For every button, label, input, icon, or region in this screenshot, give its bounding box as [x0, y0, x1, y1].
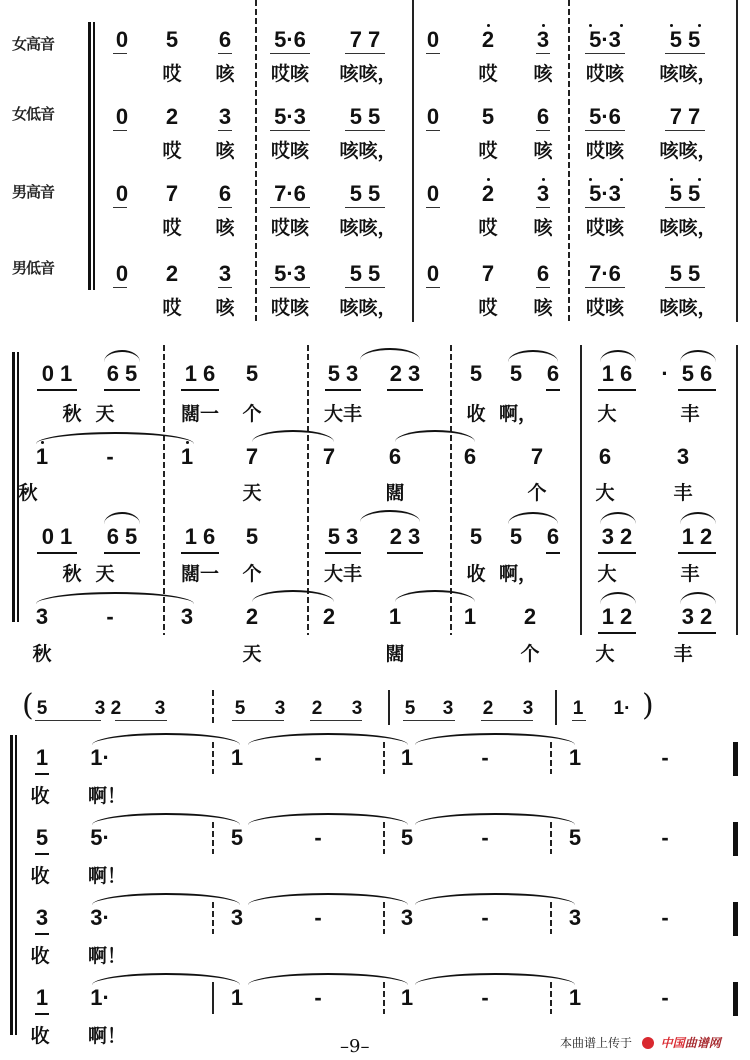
lyric: 丰 — [673, 482, 693, 504]
note: 5·6 — [274, 27, 306, 52]
note: 0 — [426, 27, 440, 52]
note: 0 — [426, 261, 440, 286]
note: - — [314, 825, 322, 850]
note: 5 — [481, 104, 495, 129]
lyric: 咳咳， — [659, 297, 717, 319]
dot: · — [661, 361, 669, 386]
note: 2 — [481, 27, 495, 52]
lyric: 咳 — [533, 217, 553, 239]
watermark — [560, 1034, 721, 1051]
note: 3 — [522, 698, 534, 719]
note: 6 — [388, 444, 402, 469]
barline — [212, 690, 214, 725]
note: 3 — [35, 604, 49, 629]
note: - — [481, 905, 489, 930]
note: 3· — [90, 905, 110, 930]
note: 5· — [90, 825, 110, 850]
note: 3 — [568, 905, 582, 930]
note: 7·6 — [589, 261, 621, 286]
note: 5·3 — [274, 104, 306, 129]
lyric: 咳 — [533, 140, 553, 162]
lyric: 闊 — [385, 482, 405, 504]
note: - — [314, 745, 322, 770]
open-paren: ( — [22, 688, 34, 723]
lyric: 收 — [30, 785, 50, 807]
note: 7 7 — [669, 104, 701, 129]
note: 3 — [154, 698, 166, 719]
part-label-soprano: 女高音 — [12, 35, 55, 53]
note: 1· — [613, 698, 631, 719]
part-label-bass: 男低音 — [12, 259, 55, 277]
note: 3 — [274, 698, 286, 719]
note: 3 — [536, 27, 550, 52]
note: 2 — [482, 698, 494, 719]
barline — [255, 0, 257, 322]
lyric: 天 — [95, 403, 115, 425]
lyric: 哎咳 — [270, 297, 309, 319]
note: 1 — [230, 745, 244, 770]
lyric: 咳咳， — [339, 140, 397, 162]
note: 3 2 — [601, 524, 633, 549]
note: 5 — [245, 361, 259, 386]
note: 1 — [400, 745, 414, 770]
lyric: 收 — [30, 1025, 50, 1047]
lyric: 哎 — [478, 140, 498, 162]
note: 3 — [35, 905, 49, 930]
lyric: 啊！ — [87, 945, 126, 967]
note: 2 3 — [389, 524, 421, 549]
note: 7 — [530, 444, 544, 469]
note: 6 — [463, 444, 477, 469]
note: 6 — [218, 181, 232, 206]
note: - — [481, 745, 489, 770]
note: 2 — [523, 604, 537, 629]
lyric: 哎咳 — [585, 297, 624, 319]
note: 5 — [36, 698, 48, 719]
note: 5 — [469, 524, 483, 549]
note: 1 — [35, 444, 49, 469]
lyric: 咳 — [533, 297, 553, 319]
lyric: 咳 — [215, 63, 235, 85]
note: 0 — [115, 261, 129, 286]
note: 6 — [536, 104, 550, 129]
note: 1· — [90, 985, 110, 1010]
note: 1 2 — [601, 604, 633, 629]
note: 1 6 — [184, 524, 216, 549]
note: 5 — [469, 361, 483, 386]
note: 3 2 — [94, 698, 122, 719]
lyric: 哎咳 — [585, 140, 624, 162]
lyric: 收 — [30, 865, 50, 887]
lyric: 咳 — [533, 63, 553, 85]
note: 1 2 — [681, 524, 713, 549]
site-logo-icon — [642, 1037, 654, 1049]
lyric: 大 — [595, 482, 615, 504]
lyric: 大丰 — [323, 403, 362, 425]
note: 1 — [35, 985, 49, 1010]
lyric: 哎咳 — [585, 217, 624, 239]
note: 5 — [400, 825, 414, 850]
lyric: 闊一 — [180, 403, 219, 425]
note: 2 — [245, 604, 259, 629]
note: - — [661, 825, 669, 850]
note: 2 — [481, 181, 495, 206]
note: 1 — [35, 745, 49, 770]
note: 6 — [218, 27, 232, 52]
note: 3 — [180, 604, 194, 629]
note: 2 3 — [389, 361, 421, 386]
note: 6 5 — [106, 524, 138, 549]
barline — [388, 690, 390, 725]
lyric: 个 — [242, 563, 262, 585]
lyric: 秋 — [18, 482, 38, 504]
note: 5 5 — [669, 261, 701, 286]
note: 3 — [400, 905, 414, 930]
note: 5 6 — [681, 361, 713, 386]
note: 5·3 — [589, 27, 621, 52]
lyric: 大 — [595, 643, 615, 665]
lyric: 咳咳， — [339, 63, 397, 85]
note: - — [106, 604, 114, 629]
barline — [736, 345, 738, 635]
lyric: 啊！ — [87, 785, 126, 807]
lyric: 闊 — [385, 643, 405, 665]
note: 5 — [234, 698, 246, 719]
note: 5 — [245, 524, 259, 549]
note: 6 5 — [106, 361, 138, 386]
lyric: 大丰 — [323, 563, 362, 585]
note: 1 — [568, 745, 582, 770]
note: 3 — [218, 261, 232, 286]
note: 3 — [442, 698, 454, 719]
lyric: 秋 — [62, 563, 82, 585]
note: - — [661, 985, 669, 1010]
barline — [163, 345, 165, 635]
note: 0 — [115, 181, 129, 206]
lyric: 哎咳 — [270, 63, 309, 85]
note: 1 — [180, 444, 194, 469]
note: 5 5 — [349, 181, 381, 206]
watermark-brand-2: 曲谱网 — [684, 1036, 721, 1050]
lyric: 哎 — [162, 63, 182, 85]
lyric: 收 — [30, 945, 50, 967]
lyric: 咳咳， — [339, 217, 397, 239]
system-brace-inner — [93, 22, 95, 290]
note: 7 — [322, 444, 336, 469]
note: 0 1 — [41, 524, 73, 549]
note: 5 — [404, 698, 416, 719]
note: 6 — [546, 361, 560, 386]
lyric: 个 — [527, 482, 547, 504]
note: 0 — [426, 104, 440, 129]
part-label-alto: 女低音 — [12, 105, 55, 123]
lyric: 大 — [597, 403, 617, 425]
note: 5 3 — [327, 524, 359, 549]
lyric: 哎 — [478, 297, 498, 319]
lyric: 天 — [242, 482, 262, 504]
note: 6 — [598, 444, 612, 469]
lyric: 秋 — [62, 403, 82, 425]
note: 5·3 — [274, 261, 306, 286]
note: 1 — [400, 985, 414, 1010]
note: 5 5 — [669, 27, 701, 52]
note: 5 5 — [349, 104, 381, 129]
note: 3 — [230, 905, 244, 930]
note: 5 — [568, 825, 582, 850]
lyric: 收 — [466, 403, 486, 425]
note: 5·3 — [589, 181, 621, 206]
note: - — [661, 745, 669, 770]
note: 0 — [426, 181, 440, 206]
note: 7 — [481, 261, 495, 286]
note: 0 1 — [41, 361, 73, 386]
note: 5·6 — [589, 104, 621, 129]
note: 6 — [546, 524, 560, 549]
note: - — [481, 825, 489, 850]
lyric: 秋 — [32, 643, 52, 665]
note: - — [106, 444, 114, 469]
note: 1 — [568, 985, 582, 1010]
lyric: 天 — [242, 643, 262, 665]
note: 7 7 — [349, 27, 381, 52]
note: 1 — [572, 698, 584, 719]
note: 3 2 — [681, 604, 713, 629]
page-number: –9– — [340, 1036, 370, 1057]
lyric: 咳 — [215, 140, 235, 162]
note: - — [314, 985, 322, 1010]
lyric: 咳 — [215, 297, 235, 319]
note: 3 — [676, 444, 690, 469]
note: 1 6 — [184, 361, 216, 386]
lyric: 大 — [597, 563, 617, 585]
lyric: 个 — [242, 403, 262, 425]
lyric: 哎 — [162, 140, 182, 162]
note: 3 — [536, 181, 550, 206]
watermark-brand-1: 中国 — [660, 1036, 685, 1050]
note: 5 5 — [669, 181, 701, 206]
lyric: 丰 — [680, 563, 700, 585]
note: 0 — [115, 27, 129, 52]
lyric: 个 — [520, 643, 540, 665]
lyric: 天 — [95, 563, 115, 585]
note: 1 — [463, 604, 477, 629]
note: 1· — [90, 745, 110, 770]
note: 7·6 — [274, 181, 306, 206]
lyric: 咳咳， — [659, 217, 717, 239]
note: 5 — [509, 524, 523, 549]
lyric: 闊一 — [180, 563, 219, 585]
note: - — [481, 985, 489, 1010]
lyric: 哎 — [478, 217, 498, 239]
lyric: 哎咳 — [585, 63, 624, 85]
note: 6 — [536, 261, 550, 286]
lyric: 哎 — [478, 63, 498, 85]
note: 1 — [230, 985, 244, 1010]
lyric: 哎咳 — [270, 140, 309, 162]
note: 5 — [35, 825, 49, 850]
lyric: 啊， — [498, 403, 537, 425]
note: - — [661, 905, 669, 930]
lyric: 咳咳， — [659, 63, 717, 85]
note: 5 3 — [327, 361, 359, 386]
note: 3 — [218, 104, 232, 129]
system-brace — [88, 22, 91, 290]
lyric: 哎 — [162, 217, 182, 239]
note: 7 — [165, 181, 179, 206]
barline — [555, 690, 557, 725]
close-paren: ) — [642, 688, 654, 723]
watermark-text: 本曲谱上传于 — [560, 1036, 633, 1050]
lyric: 哎 — [162, 297, 182, 319]
note: 2 — [165, 261, 179, 286]
lyric: 啊！ — [87, 865, 126, 887]
lyric: 啊， — [498, 563, 537, 585]
lyric: 收 — [466, 563, 486, 585]
note: 2 — [165, 104, 179, 129]
note: 2 — [311, 698, 323, 719]
note: 7 — [245, 444, 259, 469]
barline — [736, 0, 738, 322]
note: 2 — [322, 604, 336, 629]
note: - — [314, 905, 322, 930]
lyric: 咳咳， — [659, 140, 717, 162]
part-label-tenor: 男高音 — [12, 183, 55, 201]
lyric: 咳 — [215, 217, 235, 239]
lyric: 哎咳 — [270, 217, 309, 239]
lyric: 啊！ — [87, 1025, 126, 1047]
note: 5 — [509, 361, 523, 386]
note: 0 — [115, 104, 129, 129]
lyric: 丰 — [680, 403, 700, 425]
note: 5 — [230, 825, 244, 850]
note: 5 5 — [349, 261, 381, 286]
lyric: 丰 — [673, 643, 693, 665]
note: 5 — [165, 27, 179, 52]
lyric: 咳咳， — [339, 297, 397, 319]
note: 3 — [351, 698, 363, 719]
note: 1 6 — [601, 361, 633, 386]
note: 1 — [388, 604, 402, 629]
